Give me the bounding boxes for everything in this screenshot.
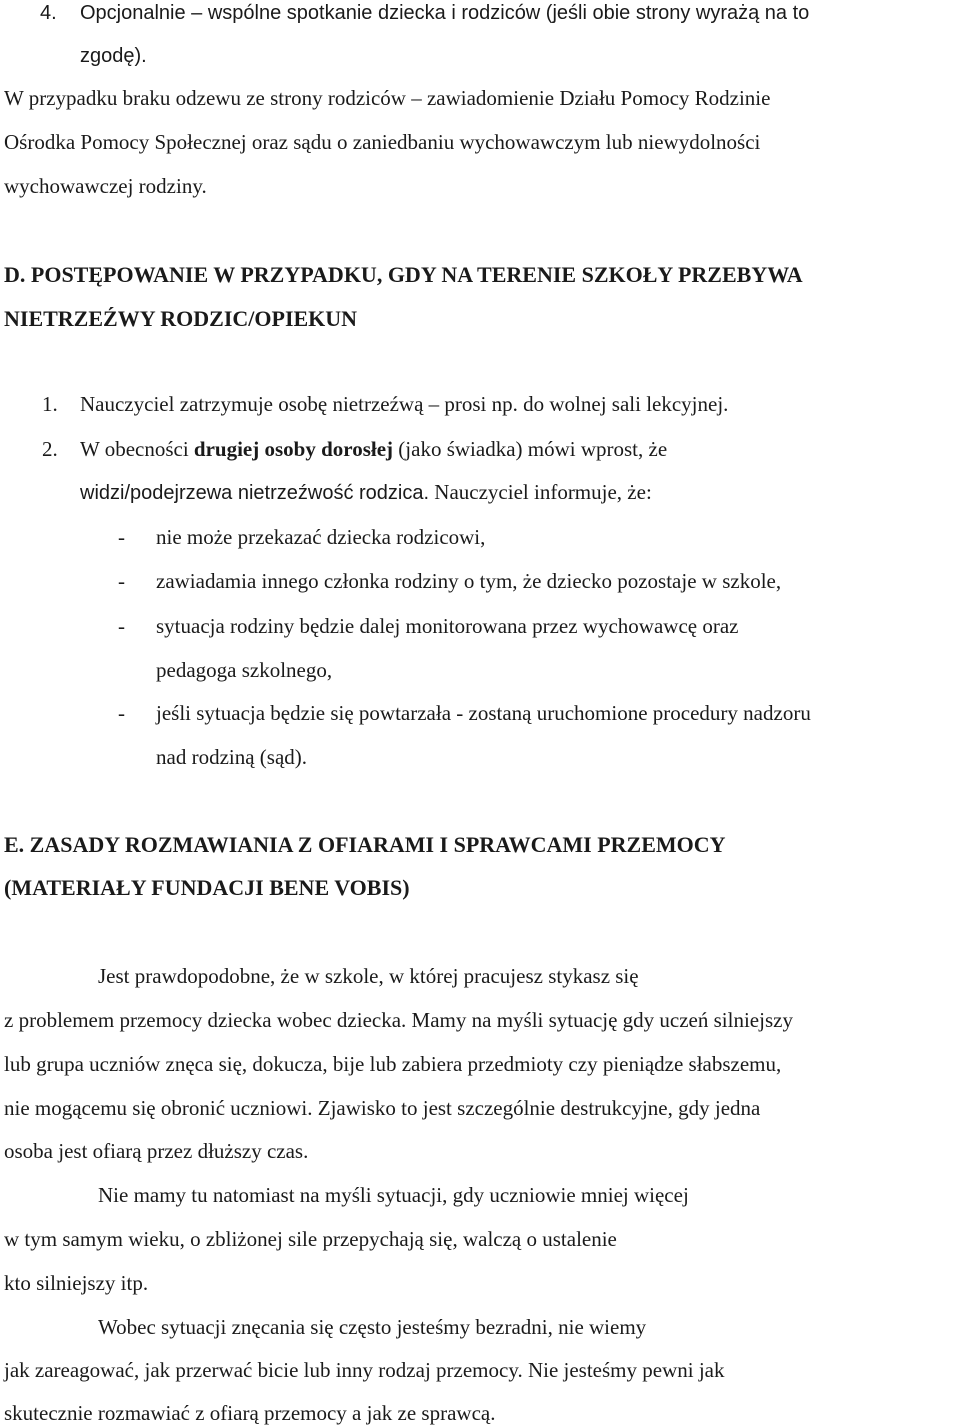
bullet-dash: -	[118, 614, 125, 638]
section-e-heading-line-2: (MATERIAŁY FUNDACJI BENE VOBIS)	[4, 875, 410, 900]
paragraph-1-line-5: osoba jest ofiarą przez dłuższy czas.	[4, 1139, 309, 1163]
list-item-1: Nauczyciel zatrzymuje osobę nietrzeźwą – prosi np. do wolnej sali lekcyjnej.	[80, 392, 729, 416]
paragraph-2-line-2: w tym samym wieku, o zbliżonej sile przepychają się, walczą o ustalenie	[4, 1227, 617, 1251]
item-2-line-2-sans: widzi/podejrzewa nietrzeźwość rodzica.	[80, 482, 430, 504]
paragraph-line-3: wychowawczej rodziny.	[4, 174, 207, 198]
list-item-2-line-1	[80, 439, 667, 460]
bullet-item-2: zawiadamia innego członka rodziny o tym, że dziecko pozostaje w szkole,	[156, 569, 782, 593]
list-number-1: 1.	[42, 392, 58, 416]
bullet-item-1: nie może przekazać dziecka rodzicowi,	[156, 525, 486, 549]
paragraph-3-line-3: skutecznie rozmawiać z ofiarą przemocy a jak ze sprawcą.	[4, 1401, 496, 1425]
bullet-dash: -	[118, 525, 125, 549]
item-2-line-2-serif: Nauczyciel informuje, że:	[429, 480, 652, 504]
list-number-2: 2.	[42, 437, 58, 461]
item-2-text-pre: W obecności	[80, 437, 194, 461]
bullet-item-4: jeśli sytuacja będzie się powtarzała - zostaną uruchomione procedury nadzoru	[156, 701, 811, 725]
section-e-heading-line-1: E. ZASADY ROZMAWIANIA Z OFIARAMI I SPRAWCAMI PRZEMOCY	[4, 832, 726, 857]
bullet-item-3-continued: pedagoga szkolnego,	[156, 658, 333, 682]
section-d-heading-line-2: NIETRZEŹWY RODZIC/OPIEKUN	[4, 306, 358, 331]
item-2-text-bold: drugiej osoby dorosłej	[193, 437, 394, 461]
item-2-text-post: (jako świadka) mówi wprost, że	[393, 437, 668, 461]
paragraph-line-1: W przypadku braku odzewu ze strony rodziców – zawiadomienie Działu Pomocy Rodzinie	[4, 86, 771, 110]
paragraph-1-line-4: nie mogącemu się obronić uczniowi. Zjawisko to jest szczególnie destrukcyjne, gdy jedna	[4, 1096, 761, 1120]
list-item-2-line-2	[80, 482, 652, 503]
bullet-dash: -	[118, 569, 125, 593]
paragraph-1-line-3: lub grupa uczniów znęca się, dokucza, bije lub zabiera przedmioty czy pieniądze słabszemu,	[4, 1052, 782, 1076]
section-d-heading-line-1: D. POSTĘPOWANIE W PRZYPADKU, GDY NA TERENIE SZKOŁY PRZEBYWA	[4, 262, 803, 287]
paragraph-3-line-2: jak zareagować, jak przerwać bicie lub inny rodzaj przemocy. Nie jesteśmy pewni jak	[4, 1358, 725, 1382]
bullet-item-4-continued: nad rodziną (sąd).	[156, 745, 308, 769]
paragraph-2-line-3: kto silniejszy itp.	[4, 1271, 149, 1295]
paragraph-line-2: Ośrodka Pomocy Społecznej oraz sądu o zaniedbaniu wychowawczym lub niewydolności	[4, 130, 761, 154]
paragraph-1-line-1: Jest prawdopodobne, że w szkole, w której pracujesz stykasz się	[98, 964, 639, 988]
paragraph-2-line-1: Nie mamy tu natomiast na myśli sytuacji, gdy uczniowie mniej więcej	[98, 1183, 689, 1207]
list-item-4-line-2: zgodę).	[80, 45, 147, 67]
paragraph-3-line-1: Wobec sytuacji znęcania się często jesteśmy bezradni, nie wiemy	[98, 1315, 647, 1339]
paragraph-1-line-2: z problemem przemocy dziecka wobec dziecka. Mamy na myśli sytuację gdy uczeń silniejszy	[4, 1008, 793, 1032]
list-number-4: 4.	[40, 2, 57, 24]
bullet-item-3: sytuacja rodziny będzie dalej monitorowana przez wychowawcę oraz	[156, 614, 739, 638]
bullet-dash: -	[118, 701, 125, 725]
list-item-4-line-1: Opcjonalnie – wspólne spotkanie dziecka i rodziców (jeśli obie strony wyrażą na to	[80, 2, 810, 24]
